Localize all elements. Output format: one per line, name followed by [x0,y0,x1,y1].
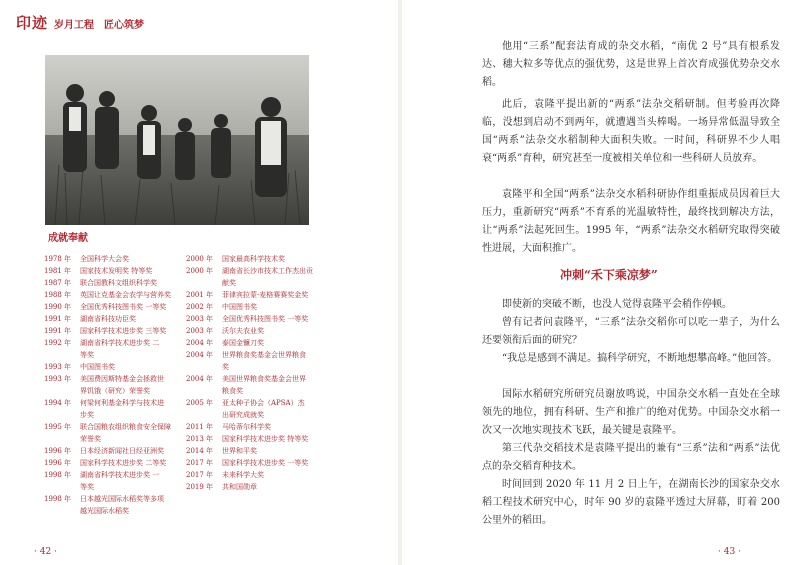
achievement-year [186,409,222,421]
achievement-row [186,397,316,409]
achievement-award: 泰国金镰刀奖 [222,339,264,347]
achievement-award: 日本经济新闻社日经亚洲奖 [80,447,164,455]
achievement-year: 1991 年 [44,315,72,323]
achievement-row [44,421,184,433]
achievement-year [44,505,80,517]
achievement-row [186,445,316,457]
achievement-award: 国家科学技术进步奖 二等奖 [80,459,167,467]
achievement-award: 美国费因斯特基金会拯救世 [80,375,164,383]
achievement-year: 1991 年 [44,327,72,335]
achievement-row [44,277,184,289]
achievement-award: 界饥饿（研究）荣誉奖 [80,387,150,395]
achievement-award: 步奖 [80,411,94,419]
achievement-row [44,445,184,457]
achievement-row [44,469,184,481]
achievement-award: 联合国粮农组织粮食安全保障 [80,423,171,431]
achievement-year: 2002 年 [186,303,214,311]
achievement-year: 1996 年 [44,447,72,455]
achievement-row [186,385,316,397]
achievement-award: 湖南省科技功臣奖 [80,315,136,323]
achievement-award: 等奖 [80,483,94,491]
achievement-year: 2017 年 [186,459,214,467]
achievement-award: 中国图书奖 [80,363,115,371]
achievement-award: 英国让克基金会农学与营养奖 [80,291,171,299]
achievement-year: 1998 年 [44,471,72,479]
achievement-year: 2003 年 [186,315,214,323]
achievement-year: 2004 年 [186,351,214,359]
achievement-award: 国家科学技术进步奖 三等奖 [80,327,167,335]
achievement-year: 2005 年 [186,399,214,407]
paragraph: 此后，袁隆平提出新的“两系”法杂交稻研制。但考验再次降临，没想到启动不到两年，就遭遇当头棒喝。一场异常低温导致全国“两系”法杂交水稻制种大面积失败。一时间，科研界不少人唱衰“两系”育种，研究甚至一度被相关单位和一些科研人员放弃。 [482,99,780,164]
achievement-award: 湖南省科学技术进步奖 二 [80,339,160,347]
page-number-left: · 42 · [34,547,57,557]
achievement-year: 2000 年 [186,267,214,275]
achievement-award: 联合国教科文组织科学奖 [80,279,157,287]
achievement-year: 1998 年 [44,495,72,503]
achievement-year: 1993 年 [44,375,72,383]
achievement-year: 2001 年 [186,291,214,299]
achievement-year [186,385,222,397]
paragraph: 时间回到 2020 年 11 月 2 日上午，在湖南长沙的国家杂交水稻工程技术研究中心，时年 90 岁的袁隆平透过大屏幕，盯着 200 公里外的稻田。 [482,479,780,526]
achievement-row [186,313,316,325]
achievement-row [186,361,316,373]
achievement-award: 国家科学技术进步奖 一等奖 [222,459,309,467]
achievement-row [186,457,316,469]
achievement-row [44,373,184,385]
achievement-year [44,433,80,445]
running-header [16,12,144,33]
achievement-award: 国家最高科学技术奖 [222,255,285,263]
page-number-right: · 43 · [718,547,741,557]
achievement-row [186,421,316,433]
achievement-row [186,481,316,493]
achievement-row [186,469,316,481]
achievement-row [186,289,316,301]
achievement-row [186,277,316,289]
achievement-row [44,505,184,517]
historical-photo [45,55,309,225]
achievement-row [186,349,316,361]
achievement-award: 越光国际水稻奖 [80,507,129,515]
achievement-award: 出研究成就奖 [222,411,264,419]
achievement-award: 等奖 [80,351,94,359]
achievement-year: 1995 年 [44,423,72,431]
achievement-row [44,493,184,505]
achievements-title: 成就奉献 [48,233,88,244]
achievement-award: 献奖 [222,279,236,287]
achievement-award: 奖 [222,363,229,371]
achievement-year [44,481,80,493]
achievement-row [44,457,184,469]
achievement-award: 湖南省长沙市技术工作杰出贡 [222,267,313,275]
header-subtitle: 岁月工程 匠心筑梦 [54,20,145,31]
achievement-award: 中国图书奖 [222,303,257,311]
achievement-year: 2003 年 [186,327,214,335]
achievement-year: 2004 年 [186,375,214,383]
paragraph: “我总是感到不满足。搞科学研究，不断地想攀高峰。”他回答。 [502,353,778,364]
achievement-year: 1994 年 [44,399,72,407]
achievement-award: 国家科学技术进步奖 特等奖 [222,435,309,443]
paragraph: 曾有记者问袁隆平，“三系”法杂交稻你可以吃一辈子，为什么还要领衔后面的研究？ [482,317,780,346]
achievement-row [44,433,184,445]
achievement-row [44,361,184,373]
achievement-year: 2004 年 [186,339,214,347]
achievement-year: 2000 年 [186,255,214,263]
paragraph: 国际水稻研究所研究员谢放鸣说，中国杂交水稻一直处在全球领先的地位，拥有科研、生产和推广的绝对优势。中国杂交水稻一次又一次地实现技术飞跃，最关键是袁隆平。 [482,389,780,436]
achievement-year: 2013 年 [186,435,214,443]
achievement-year: 2011 年 [186,423,214,431]
achievement-row [186,265,316,277]
achievement-award: 粮食奖 [222,387,243,395]
right-page [400,0,800,565]
achievement-row [186,409,316,421]
achievement-award: 亚太种子协会（APSA）杰 [222,399,305,407]
paragraph: 袁隆平和全国“两系”法杂交水稻科研协作组重振成员因着巨大压力，重新研究“两系”不育系的光温敏特性，最终找到解决方法，让“两系”法起死回生。1995 年，“两系”法杂交水稻研究取得突破性进展，大面积推广。 [482,189,780,254]
achievement-award: 国家技术发明奖 特等奖 [80,267,153,275]
achievement-award: 沃尔夫农业奖 [222,327,264,335]
achievement-row [44,265,184,277]
achievement-row [44,385,184,397]
achievement-row [44,289,184,301]
achievement-award: 全国优秀科技图书奖 一等奖 [222,315,309,323]
achievement-year: 1978 年 [44,255,72,263]
achievement-row [186,433,316,445]
paragraph: 他用“三系”配套法育成的杂交水稻，“南优 2 号”具有根系发达、穗大粒多等优点的强优势，这是世界上首次育成强优势杂交水稻。 [482,41,780,88]
achievement-year [44,409,80,421]
achievement-award: 共和国勋章 [222,483,257,491]
achievement-award: 何梁何利基金科学与技术进 [80,399,164,407]
header-brand: 印迹 [16,14,49,32]
achievement-year: 1981 年 [44,267,72,275]
achievement-row [44,253,184,265]
achievement-award: 世界粮食奖基金会世界粮食 [222,351,306,359]
achievement-award: 全国科学大会奖 [80,255,129,263]
achievement-row [44,409,184,421]
achievement-row [186,253,316,265]
achievement-award: 世界和平奖 [222,447,257,455]
achievement-year [186,361,222,373]
paragraph: 第三代杂交稻技术是袁隆平提出的兼有“三系”法和“两系”法优点的杂交稻育种技术。 [482,443,780,472]
achievement-row [44,337,184,349]
achievement-award: 日本越光国际水稻奖等多项 [80,495,164,503]
achievement-year [44,349,80,361]
achievement-row [186,337,316,349]
achievement-award: 美国世界粮食奖基金会世界 [222,375,306,383]
achievement-row [186,325,316,337]
achievement-row [44,325,184,337]
achievements-column-b [186,253,316,493]
achievement-year: 1990 年 [44,303,72,311]
achievement-award: 湖南省科学技术进步奖 一 [80,471,160,479]
achievement-row [44,397,184,409]
achievement-row [44,481,184,493]
achievement-year: 2017 年 [186,471,214,479]
paragraph: 即使新的突破不断，也没人觉得袁隆平会稍作停顿。 [502,299,732,310]
achievement-year: 1993 年 [44,363,72,371]
achievement-year: 1996 年 [44,459,72,467]
achievement-year: 2014 年 [186,447,214,455]
section-title: 冲刺“禾下乘凉梦” [560,268,658,282]
achievement-year: 1992 年 [44,339,72,347]
achievement-row [44,349,184,361]
achievement-row [186,373,316,385]
achievement-year: 1987 年 [44,279,72,287]
achievement-row [186,301,316,313]
achievement-row [44,301,184,313]
achievement-award: 全国优秀科技图书奖 一等奖 [80,303,167,311]
achievement-award: 马哈蒂尔科学奖 [222,423,271,431]
achievement-award: 荣誉奖 [80,435,101,443]
achievement-year: 1988 年 [44,291,72,299]
achievement-award: 未来科学大奖 [222,471,264,479]
achievement-year: 2019 年 [186,483,214,491]
achievements-column-a [44,253,184,517]
achievement-award: 菲律宾拉蒙·麦格赛赛奖金奖 [222,291,309,299]
achievement-year [186,277,222,289]
achievement-row [44,313,184,325]
achievement-year [44,385,80,397]
photo-field-scene [45,55,309,225]
